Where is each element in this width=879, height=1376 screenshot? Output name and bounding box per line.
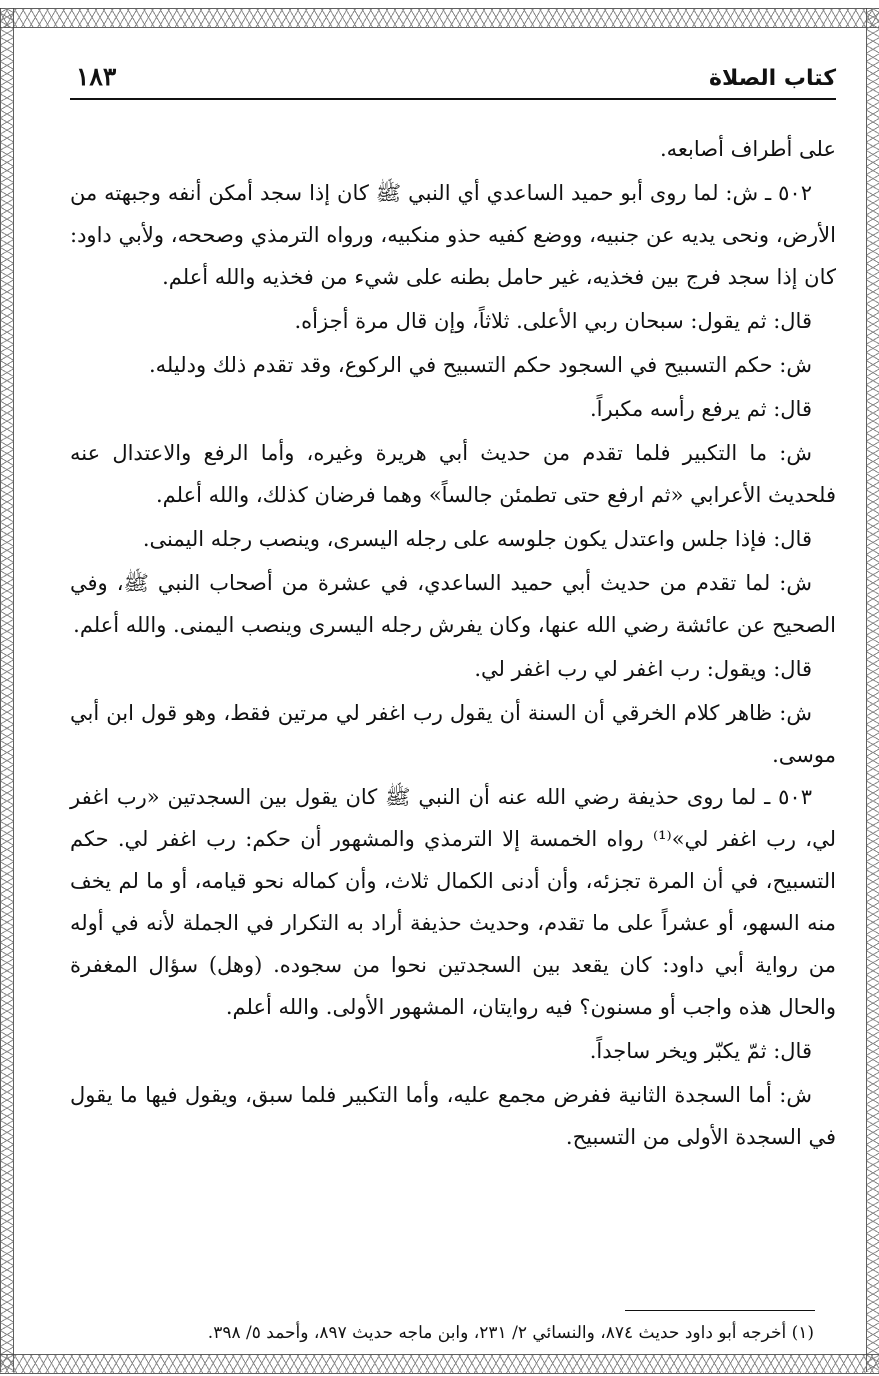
paragraph: ش: لما تقدم من حديث أبي حميد الساعدي، في عشرة من أصحاب النبي ﷺ، وفي الصحيح عن عائشة رضي الله عنها، وكان يفرش رجله اليسرى وينصب اليمنى. والله أعلم. [70, 571, 836, 637]
page-header [70, 58, 836, 100]
main-text [70, 128, 836, 1158]
footnote-divider [625, 1310, 815, 1311]
paragraph: ش: حكم التسبيح في السجود حكم التسبيح في الركوع، وقد تقدم ذلك ودليله. [148, 353, 812, 377]
footnote: (١) أخرجه أبو داود حديث ٨٧٤، والنسائي ٢/ ٢٣١، وابن ماجه حديث ٨٩٧، وأحمد ٥/ ٣٩٨. [207, 1323, 814, 1343]
paragraph: ٥٠٣ ـ لما روى حذيفة رضي الله عنه أن النبي ﷺ كان يقول بين السجدتين «رب اغفر لي، رب اغفر لي»⁽¹⁾ رواه الخمسة إلا الترمذي والمشهور أن حكم: رب اغفر لي. حكم التسبيح، في أن المرة تجزئه، وأن أدنى الكمال ثلاث، وأن كماله نحو قيامه، أو ما لم يخف منه السهو، أو عشراً على ما تقدم، وحديث حذيفة أراد به التكرار في الجملة لأنه في أوله من رواية أبي داود: كان يقعد بين السجدتين نحوا من سجوده. (وهل) سؤال المغفرة والحال هذه واجب أو مسنون؟ فيه روايتان، المشهور الأولى. والله أعلم. [70, 785, 836, 1019]
ornamental-border-left [0, 8, 14, 1372]
paragraph: قال: ثم يرفع رأسه مكبراً. [589, 397, 812, 421]
ornamental-border-right [866, 8, 879, 1372]
paragraph: ش: ظاهر كلام الخرقي أن السنة أن يقول رب اغفر لي مرتين فقط، وهو قول ابن أبي موسى. [70, 701, 836, 767]
paragraph: قال: فإذا جلس واعتدل يكون جلوسه على رجله اليسرى، وينصب رجله اليمنى. [142, 527, 812, 551]
ornamental-border-top [0, 8, 879, 28]
paragraph: قال: ثم يقول: سبحان ربي الأعلى. ثلاثاً، وإن قال مرة أجزأه. [294, 309, 812, 333]
ornamental-border-bottom [0, 1354, 879, 1374]
paragraph: ٥٠٢ ـ ش: لما روى أبو حميد الساعدي أي النبي ﷺ كان إذا سجد أمكن أنفه وجبهته من الأرض، ونحى يديه عن جنبيه، ووضع كفيه حذو منكبيه، ورواه الترمذي وصححه، ولأبي داود: كان إذا سجد فرج بين فخذيه، غير حامل بطنه على شيء من فخذيه والله أعلم. [70, 181, 836, 289]
paragraph: ش: ما التكبير فلما تقدم من حديث أبي هريرة وغيره، وأما الرفع والاعتدال عنه فلحديث الأعرابي «ثم ارفع حتى تطمئن جالساً» وهما فرضان كذلك، والله أعلم. [70, 441, 836, 507]
paragraph: ش: أما السجدة الثانية ففرض مجمع عليه، وأما التكبير فلما سبق، ويقول فيها ما يقول في السجدة الأولى من التسبيح. [70, 1083, 836, 1149]
chapter-title: كتاب الصلاة [709, 66, 836, 91]
paragraph: قال: ويقول: رب اغفر لي رب اغفر لي. [474, 657, 812, 681]
paragraph: على أطراف أصابعه. [659, 137, 836, 161]
page-number: ١٨٣ [76, 62, 117, 91]
paragraph: قال: ثمّ يكبّر ويخر ساجداً. [589, 1039, 812, 1063]
